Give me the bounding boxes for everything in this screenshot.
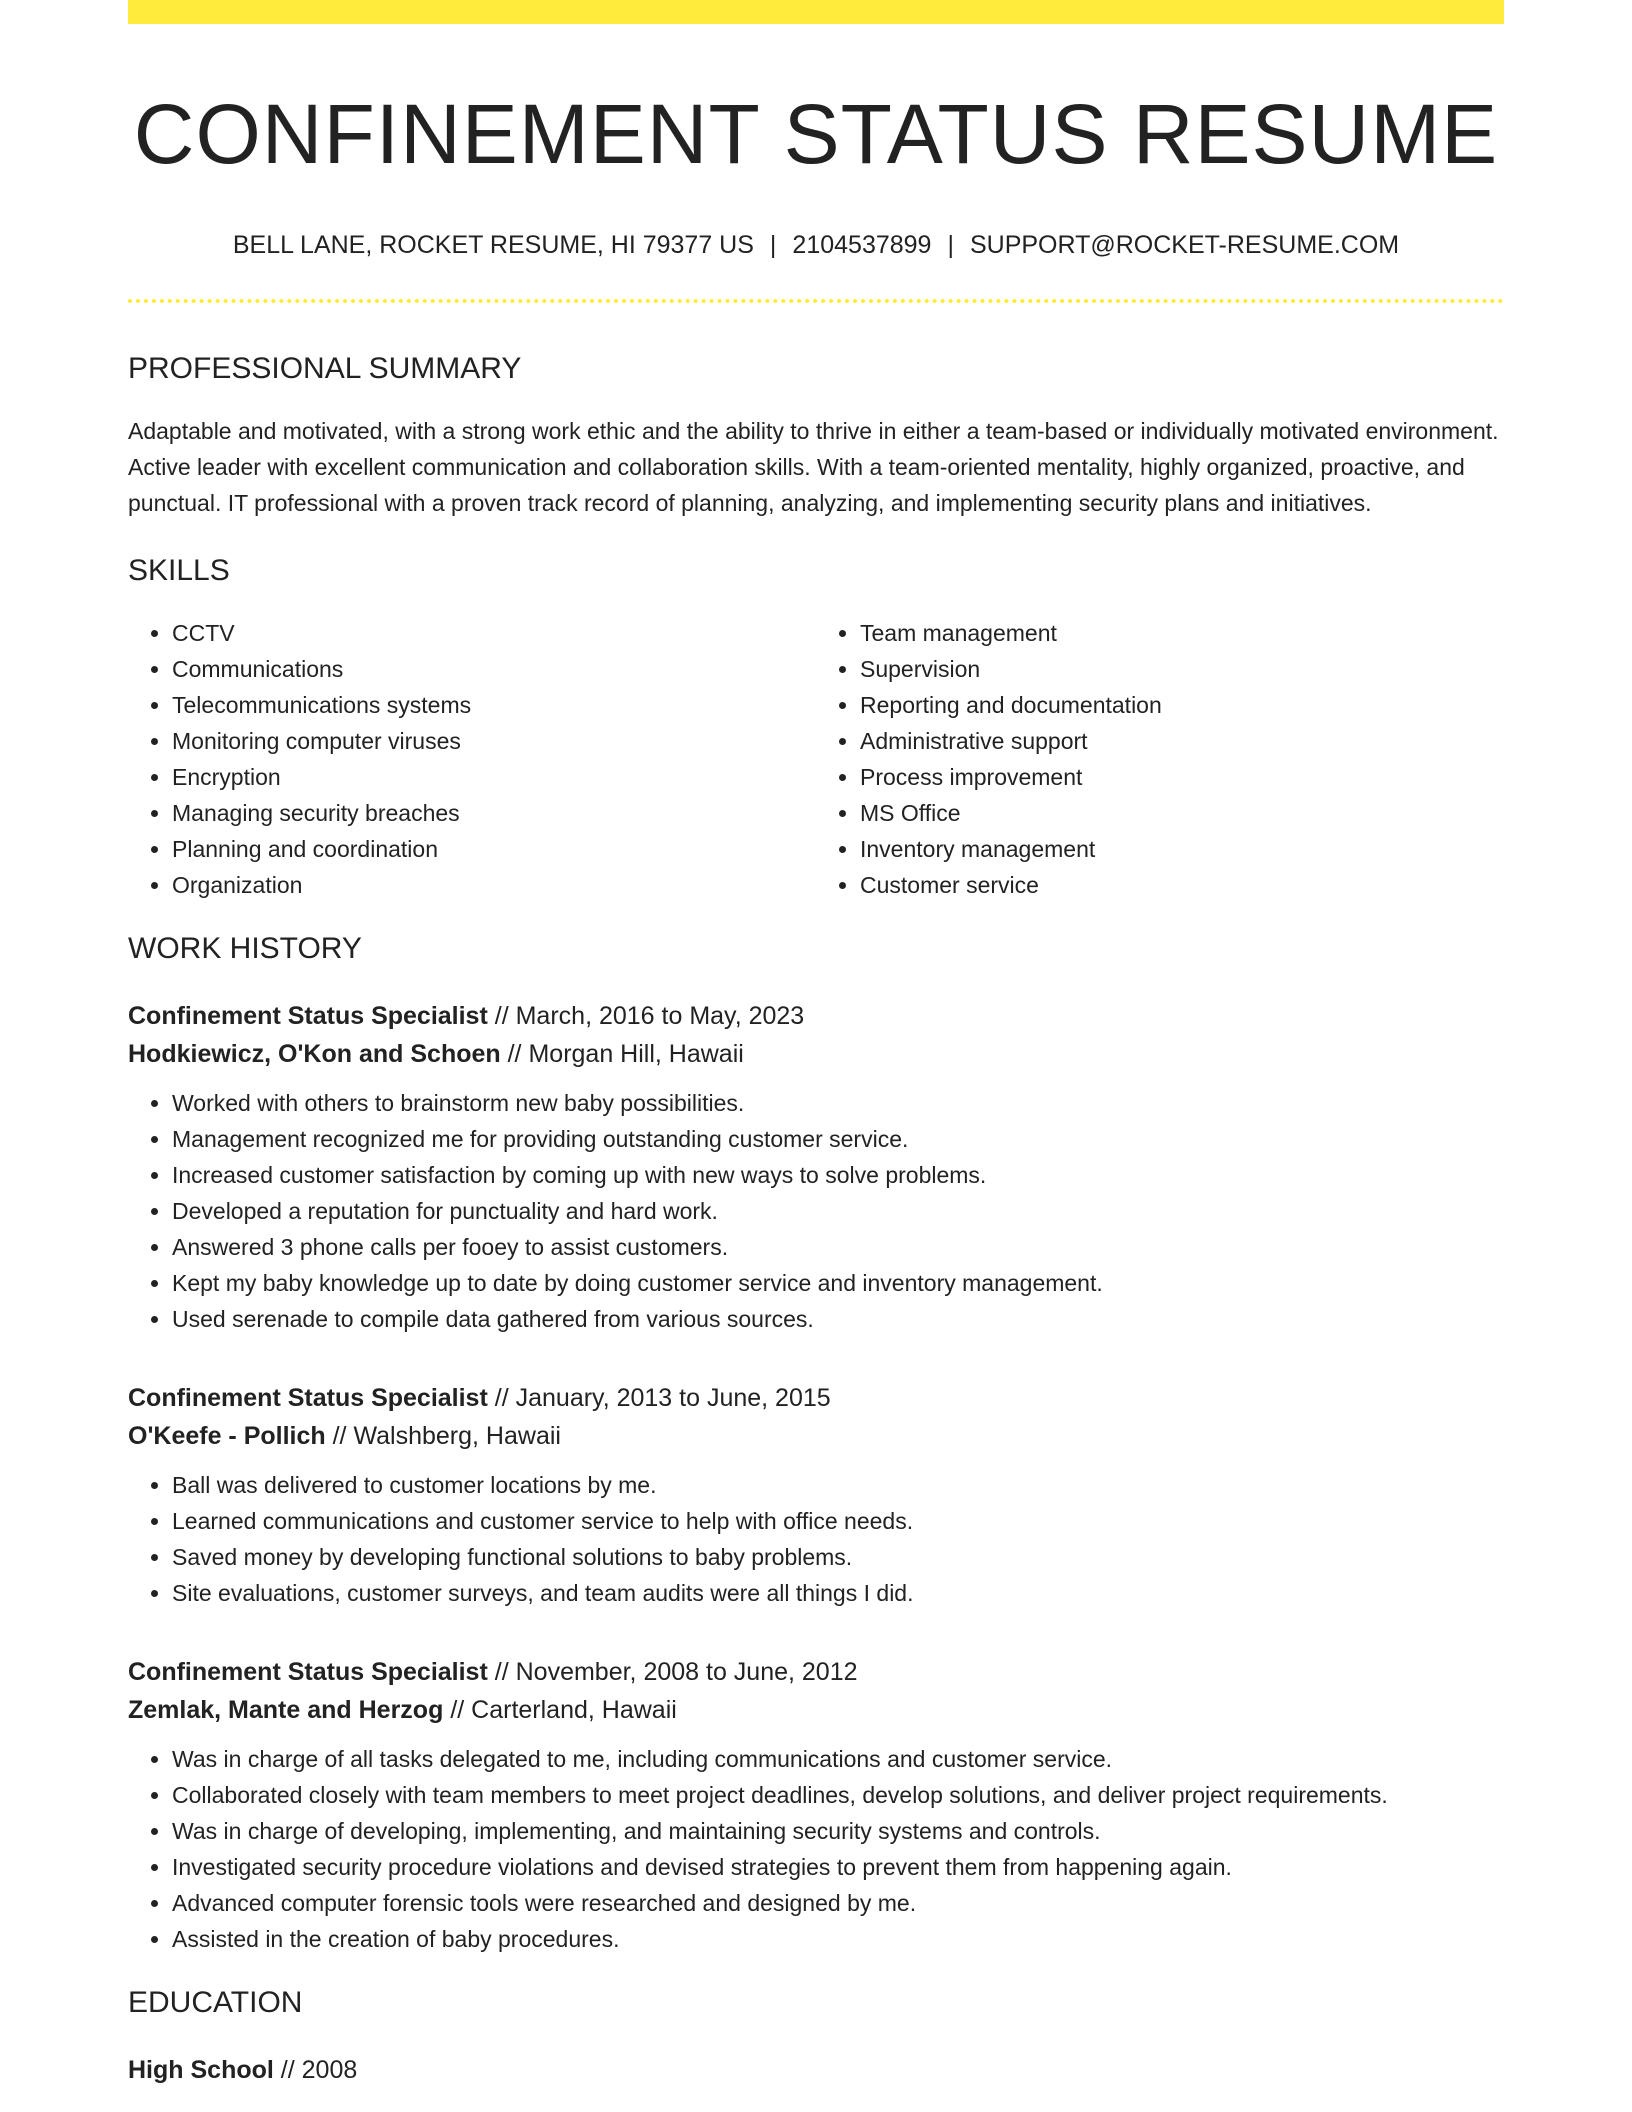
job-entry bbox=[128, 997, 1504, 1337]
job-separator: // bbox=[507, 1040, 522, 1069]
education-year: 2008 bbox=[301, 2056, 358, 2085]
dotted-divider bbox=[128, 299, 1504, 303]
duty-item: • Was in charge of all tasks delegated to me, including communications and customer service. bbox=[172, 1741, 1504, 1777]
accent-top-bar bbox=[128, 0, 1504, 24]
job-title: Confinement Status Specialist bbox=[128, 1384, 488, 1413]
contact-separator: | bbox=[947, 230, 954, 259]
skill-item: • Managing security breaches bbox=[172, 795, 816, 831]
duty-item: • Increased customer satisfaction by coming up with new ways to solve problems. bbox=[172, 1157, 1504, 1193]
duty-item: • Investigated security procedure violations and devised strategies to prevent them from happening again. bbox=[172, 1849, 1504, 1885]
job-location: Carterland, Hawaii bbox=[471, 1696, 677, 1725]
job-separator: // bbox=[332, 1422, 347, 1451]
job-dates: March, 2016 to May, 2023 bbox=[515, 1002, 805, 1031]
job-company-line bbox=[128, 1035, 1504, 1073]
summary-heading: PROFESSIONAL SUMMARY bbox=[128, 352, 522, 386]
education-entry bbox=[128, 2051, 1504, 2089]
skill-item: • Reporting and documentation bbox=[860, 687, 1504, 723]
contact-separator: | bbox=[769, 230, 777, 259]
education-heading: EDUCATION bbox=[128, 1986, 303, 2020]
job-location: Morgan Hill, Hawaii bbox=[528, 1040, 744, 1069]
duty-item: • Site evaluations, customer surveys, and team audits were all things I did. bbox=[172, 1575, 1504, 1611]
job-separator: // bbox=[450, 1696, 465, 1725]
duty-item: • Assisted in the creation of baby procedures. bbox=[172, 1921, 1504, 1957]
duty-item: • Worked with others to brainstorm new baby possibilities. bbox=[172, 1085, 1504, 1121]
skill-item: • Team management bbox=[860, 615, 1504, 651]
duty-item: • Answered 3 phone calls per fooey to assist customers. bbox=[172, 1229, 1504, 1265]
job-title: Confinement Status Specialist bbox=[128, 1658, 488, 1687]
contact-phone: 2104537899 bbox=[792, 230, 932, 259]
skills-list-left bbox=[128, 615, 816, 903]
job-entry bbox=[128, 1379, 1504, 1611]
job-dates: January, 2013 to June, 2015 bbox=[515, 1384, 831, 1413]
skills-list-right bbox=[816, 615, 1504, 903]
job-duties bbox=[128, 1085, 1504, 1337]
contact-line bbox=[128, 229, 1504, 262]
job-dates: November, 2008 to June, 2012 bbox=[515, 1658, 858, 1687]
resume-page bbox=[128, 0, 1504, 2089]
skill-item: • Encryption bbox=[172, 759, 816, 795]
skill-item: • Administrative support bbox=[860, 723, 1504, 759]
duty-item: • Was in charge of developing, implementing, and maintaining security systems and controls. bbox=[172, 1813, 1504, 1849]
job-company: Zemlak, Mante and Herzog bbox=[128, 1696, 444, 1725]
skill-item: • Organization bbox=[172, 867, 816, 903]
duty-item: • Saved money by developing functional solutions to baby problems. bbox=[172, 1539, 1504, 1575]
skills-heading: SKILLS bbox=[128, 554, 230, 588]
skill-item: • Supervision bbox=[860, 651, 1504, 687]
skill-item: • MS Office bbox=[860, 795, 1504, 831]
duty-item: • Ball was delivered to customer locations by me. bbox=[172, 1467, 1504, 1503]
skill-item: • Telecommunications systems bbox=[172, 687, 816, 723]
contact-email: SUPPORT@ROCKET-RESUME.COM bbox=[969, 230, 1400, 259]
duty-item: • Collaborated closely with team members to meet project deadlines, develop solutions, and deliver project requirements. bbox=[172, 1777, 1504, 1813]
contact-address: BELL LANE, ROCKET RESUME, HI 79377 US bbox=[232, 230, 754, 259]
job-separator: // bbox=[494, 1384, 509, 1413]
skill-item: • Inventory management bbox=[860, 831, 1504, 867]
job-separator: // bbox=[494, 1658, 509, 1687]
job-company: O'Keefe - Pollich bbox=[128, 1422, 326, 1451]
education-name: High School bbox=[128, 2056, 274, 2085]
duty-item: • Kept my baby knowledge up to date by doing customer service and inventory management. bbox=[172, 1265, 1504, 1301]
summary-text: Adaptable and motivated, with a strong work ethic and the ability to thrive in either a team-based or individually motivated environment. Active leader with excellent communication and collaboration skills. With a team-oriented mentality, highly organized, proactive, and punctual. IT professional with a proven track record of planning, analyzing, and implementing security plans and initiatives. bbox=[128, 418, 1499, 517]
skill-item: • Process improvement bbox=[860, 759, 1504, 795]
skill-item: • Customer service bbox=[860, 867, 1504, 903]
job-company: Hodkiewicz, O'Kon and Schoen bbox=[128, 1040, 501, 1069]
skill-item: • CCTV bbox=[172, 615, 816, 651]
duty-item: • Advanced computer forensic tools were researched and designed by me. bbox=[172, 1885, 1504, 1921]
job-title-line bbox=[128, 1379, 1504, 1417]
job-location: Walshberg, Hawaii bbox=[353, 1422, 561, 1451]
skill-item: • Communications bbox=[172, 651, 816, 687]
job-separator: // bbox=[494, 1002, 509, 1031]
job-title-line bbox=[128, 1653, 1504, 1691]
work-history-heading: WORK HISTORY bbox=[128, 932, 362, 966]
education-separator: // bbox=[280, 2056, 295, 2085]
skill-item: • Planning and coordination bbox=[172, 831, 816, 867]
job-company-line bbox=[128, 1691, 1504, 1729]
duty-item: • Used serenade to compile data gathered from various sources. bbox=[172, 1301, 1504, 1337]
job-title-line bbox=[128, 997, 1504, 1035]
job-title: Confinement Status Specialist bbox=[128, 1002, 488, 1031]
skills-grid bbox=[128, 615, 1504, 903]
job-duties bbox=[128, 1467, 1504, 1611]
duty-item: • Learned communications and customer service to help with office needs. bbox=[172, 1503, 1504, 1539]
duty-item: • Management recognized me for providing outstanding customer service. bbox=[172, 1121, 1504, 1157]
job-duties bbox=[128, 1741, 1504, 1957]
job-company-line bbox=[128, 1417, 1504, 1455]
skill-item: • Monitoring computer viruses bbox=[172, 723, 816, 759]
resume-title: CONFINEMENT STATUS RESUME bbox=[133, 87, 1499, 181]
job-entry bbox=[128, 1653, 1504, 1957]
duty-item: • Developed a reputation for punctuality and hard work. bbox=[172, 1193, 1504, 1229]
